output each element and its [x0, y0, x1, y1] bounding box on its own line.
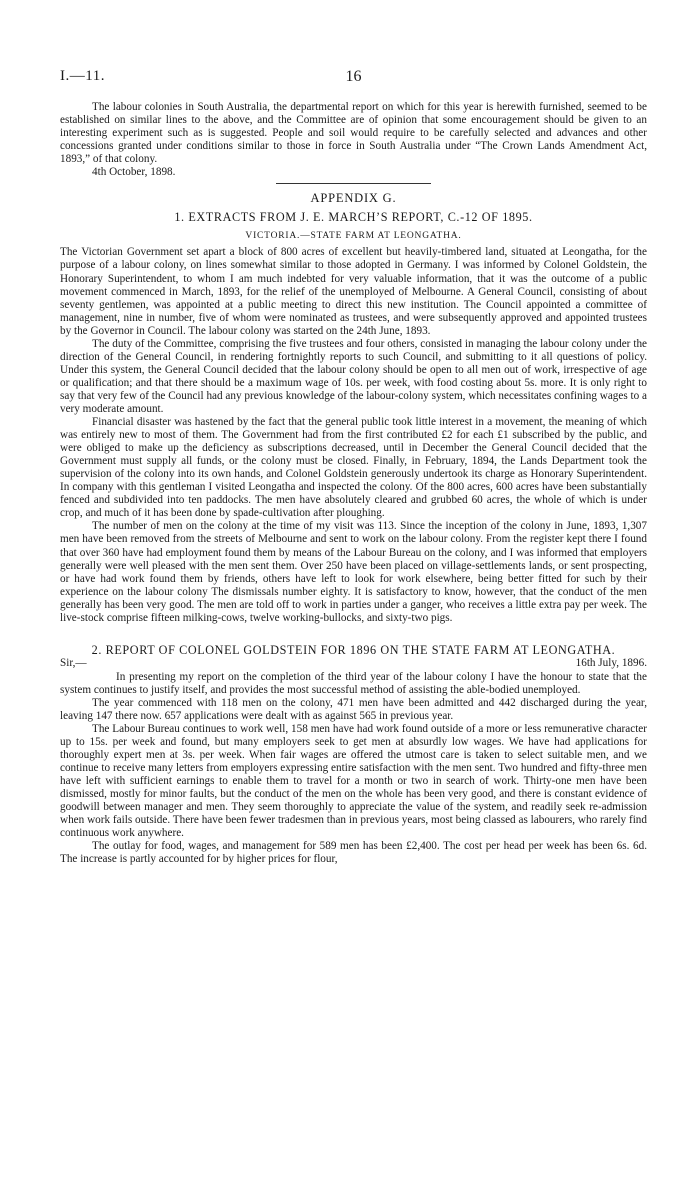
section1-paragraph: The number of men on the colony at the time of my visit was 113. Since the inception of the colony in June, 1893, 1,307 men have been removed from the streets of Melbourne and sent to work on the labour colony. From the register kept there I found that over 360 have had employment found them by means of the Labour Bureau on the colony, and I was informed that employers generally were well pleased with the men sent them. Over 250 have been placed on village-settlements lands, or sent prospecting, or have had work found them by friends, others have left to look for work elsewhere, being better fitted for such by their experience on the labour colony The dismissals number eighty. It is satisfactory to know, however, that the conduct of the men generally has been very good. The men are told off to work in parties under a ganger, who receives a little extra pay per week. The live-stock comprise fifteen milking-cows, twelve working-bullocks, and sixty-two pigs. — [60, 520, 647, 624]
salutation-row — [60, 657, 647, 671]
page-number: 16 — [345, 68, 362, 85]
intro-paragraph: The labour colonies in South Australia, the departmental report on which for this year is herewith furnished, seemed to be established on similar lines to the above, and the Committee are of opinion that some encouragement should be given to an interesting experiment such as is suggested. People and soil would require to be carefully selected and advances and other concessions granted under conditions similar to those in force in South Australia under “The Crown Lands Amendment Act, 1893,” of that colony. — [60, 101, 647, 166]
intro-date: 4th October, 1898. — [92, 166, 176, 179]
section2-paragraph: The outlay for food, wages, and management for 589 men has been £2,400. The cost per head per week has been 6s. 6d. The increase is partly accounted for by higher prices for flour, — [60, 840, 647, 866]
page-reference: I.—11. — [60, 68, 105, 84]
document-body — [60, 101, 647, 866]
letter-date: 16th July, 1896. — [575, 656, 647, 669]
appendix-title: APPENDIX G. — [310, 191, 397, 206]
page-header — [60, 68, 647, 90]
section1-title: 1. EXTRACTS FROM J. E. MARCH’S REPORT, C.-12 OF 1895. — [174, 210, 533, 225]
section1-subtitle: VICTORIA.—STATE FARM AT LEONGATHA. — [245, 231, 462, 242]
section1-paragraph: The Victorian Government set apart a block of 800 acres of excellent but heavily-timbered land, situated at Leongatha, for the purpose of a labour colony, on lines somewhat similar to those adopted in Germany. I was informed by Colonel Goldstein, the Honorary Superintendent, to whom I am much indebted for very valuable information, that it was the outcome of a public movement commenced in March, 1893, for the relief of the unemployed of Melbourne. A General Council, consisting of about seventy gentlemen, was appointed at a public meeting to direct this new institution. The Council appointed a committee of management, nine in number, five of whom were nominated as trustees, and were subsequently approved and appointed trustees by the Governor in Council. The labour colony was started on the 24th June, 1893. — [60, 246, 647, 337]
section2-title: 2. REPORT OF COLONEL GOLDSTEIN FOR 1896 ON THE STATE FARM AT LEONGATHA. — [91, 642, 616, 657]
salutation: Sir,— — [60, 656, 87, 669]
section1-paragraph: The duty of the Committee, comprising the five trustees and four others, consisted in managing the labour colony under the direction of the General Council, in rendering fortnightly reports to such Council, and submitting to it all questions of policy. Under this system, the General Council decided that the labour colony should be open to all men out of work, irrespective of age or qualification; and that there should be a maximum wage of 10s. per week, with food costing about 5s. more. It is only right to say that very few of the Council had any previous knowledge of the labour-colony system, which necessitates confining wages to a very moderate amount. — [60, 337, 647, 415]
section-divider — [276, 183, 431, 184]
section2-paragraph: The year commenced with 118 men on the colony, 471 men have been admitted and 442 discharged during the year, leaving 147 there now. 657 applications were dealt with as against 565 in previous year. — [60, 696, 647, 722]
section1-paragraph: Financial disaster was hastened by the fact that the general public took little interest in a movement, the meaning of which was entirely new to most of them. The Government had from the first contributed £2 for each £1 subscribed by the public, and were obliged to make up the deficiency as subscriptions decreased, until in December the General Council decided that the Government must supply all funds, or the colony must be closed. Finally, in February, 1894, the Lands Department took the supervision of the colony into its own hands, and Colonel Goldstein generously undertook its charge as Honorary Superintendent. In company with this gentleman I visited Leongatha and inspected the colony. Of the 800 acres, 600 acres have been substantially fenced and subdivided into ten paddocks. The men have absolutely cleared and grubbed 60 acres, the whole of which is under crop, and much of it has been done by spade-cultivation after ploughing. — [60, 416, 647, 520]
section2-paragraph: The Labour Bureau continues to work well, 158 men have had work found outside of a more or less remunerative character up to 15s. per week and found, but many employers seek to get men at absurdly low wages. We have had applications for thoroughly expert men at 3s. per week. When fair wages are offered the utmost care is taken to select suitable men, and we continue to receive many letters from employers expressing entire satisfaction with the men sent. Two hundred and fifty-three men have left with sufficient earnings to enable them to travel for a month or two in search of work. Thirty-one men have been dismissed, mostly for minor faults, but the conduct of the men on the whole has been very good, and there is constant evidence of goodwill between manager and men. They seem thoroughly to appreciate the value of the system, and readily seek re-admission when work fails outside. There have been fewer tradesmen than in previous years, most being classed as labourers, who rarely find continuous work anywhere. — [60, 722, 647, 840]
section2-paragraph: In presenting my report on the completion of the third year of the labour colony I have the honour to state that the system continues to justify itself, and provides the most successful method of assisting the able-bodied unemployed. — [60, 670, 647, 696]
